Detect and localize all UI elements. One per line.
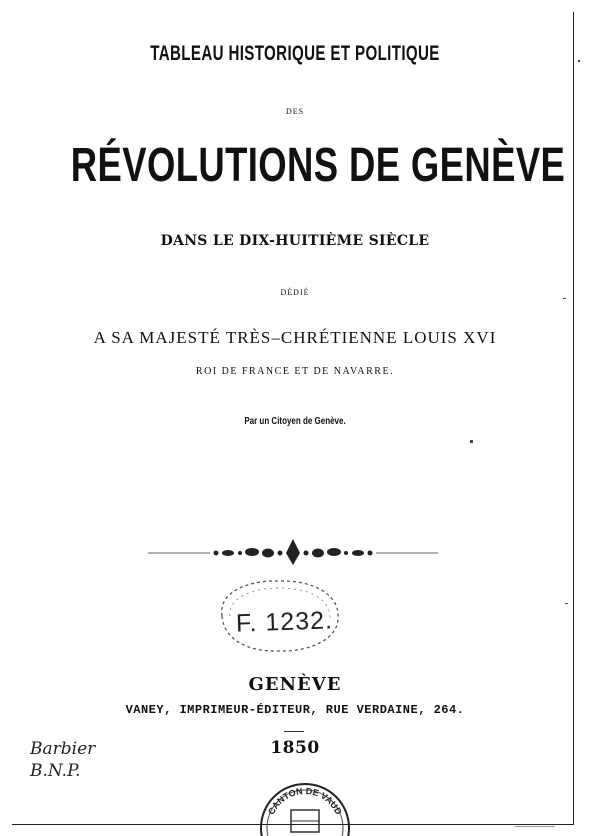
dedicatee: A SA MAJESTÉ TRÈS–CHRÉTIENNE LOUIS XVI	[93, 328, 497, 347]
title-line-1: TABLEAU HISTORIQUE ET POLITIQUE	[150, 42, 440, 65]
subtitle: DANS LE DIX-HUITIÈME SIÈCLE	[160, 233, 430, 249]
paper-speck	[515, 826, 555, 827]
dedicatee-title: ROI DE FRANCE ET DE NAVARRE.	[195, 366, 395, 377]
main-title: RÉVOLUTIONS DE GENÈVE	[70, 139, 566, 192]
imprint-city: GENÈVE	[248, 674, 342, 695]
title-line-des: DES	[285, 107, 305, 116]
paper-speck	[470, 440, 473, 443]
imprint-rule	[284, 731, 304, 732]
shelfmark: F. 1232.	[235, 606, 334, 638]
paper-speck	[565, 603, 568, 604]
annotation-line-2: B.N.P.	[30, 761, 81, 781]
paper-speck	[563, 298, 566, 299]
author-line: Par un Citoyen de Genève.	[244, 416, 346, 427]
imprint-publisher: VANEY, IMPRIMEUR-ÉDITEUR, RUE VERDAINE, 264.	[125, 703, 465, 717]
seal-text: CANTON DE VAUD	[266, 785, 344, 817]
dedie-label: DÉDIÉ	[280, 288, 310, 297]
paper-speck	[578, 60, 580, 62]
imprint-year: 1850	[270, 738, 320, 758]
handwritten-annotation	[30, 738, 95, 782]
library-seal	[255, 770, 355, 836]
ornament-divider	[148, 535, 438, 567]
annotation-line-1: Barbier	[30, 739, 96, 759]
